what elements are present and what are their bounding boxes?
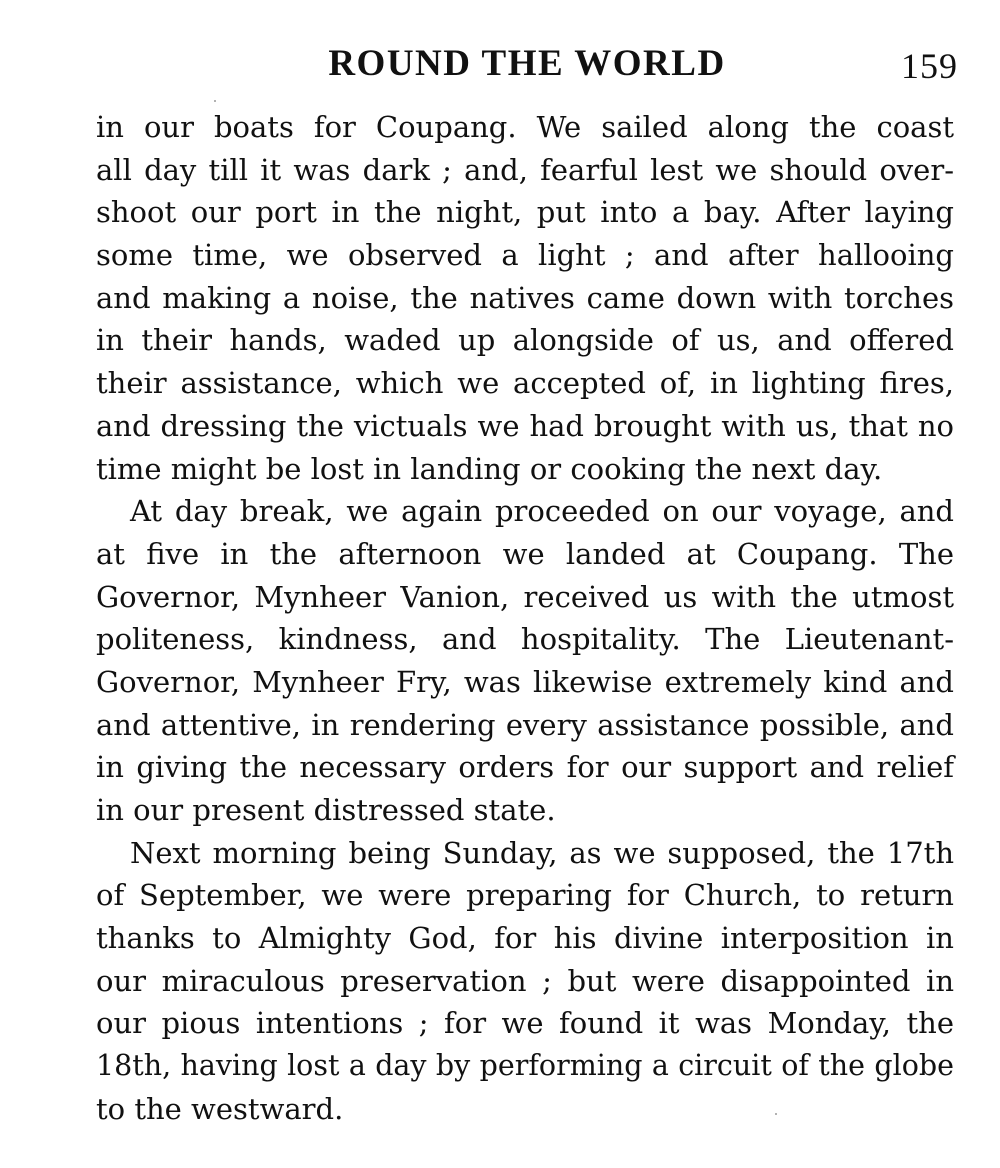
text-line: our pious intentions ; for we found it was Monday, the xyxy=(96,1006,954,1041)
text-line: Governor, Mynheer Vanion, received us with the utmost xyxy=(96,579,954,614)
text-line: thanks to Almighty God, for his divine interposition in xyxy=(96,921,954,956)
text-line: our miraculous preservation ; but were disappointed in xyxy=(96,963,954,998)
text-line: At day break, we again proceeded on our voyage, and xyxy=(130,494,954,529)
text-line: in giving the necessary orders for our support and relief xyxy=(96,750,954,785)
text-line: all day till it was dark ; and, fearful lest we should over- xyxy=(96,152,954,187)
text-line: their assistance, which we accepted of, in lighting fires, xyxy=(96,366,954,401)
text-line: in their hands, waded up alongside of us, and offered xyxy=(96,323,954,358)
scan-speck xyxy=(214,100,216,102)
text-line: and attentive, in rendering every assistance possible, and xyxy=(96,707,954,742)
text-line: Governor, Mynheer Fry, was likewise extremely kind and xyxy=(96,664,954,699)
text-line: shoot our port in the night, put into a bay. After laying xyxy=(96,195,954,230)
paragraph-1 xyxy=(96,106,954,490)
text-line: in our boats for Coupang. We sailed along the coast xyxy=(96,110,954,144)
text-line: time might be lost in landing or cooking the next day. xyxy=(96,451,883,486)
text-line: at five in the afternoon we landed at Coupang. The xyxy=(96,536,954,571)
text-line: to the westward. xyxy=(96,1091,344,1126)
text-line: 18th, having lost a day by performing a circuit of the globe xyxy=(96,1049,954,1083)
text-line: and dressing the victuals we had brought with us, that no xyxy=(96,408,954,443)
text-line: of September, we were preparing for Church, to return xyxy=(96,878,954,913)
body-text xyxy=(96,106,954,1131)
text-line: politeness, kindness, and hospitality. The Lieutenant- xyxy=(96,622,954,657)
running-title: ROUND THE WORLD xyxy=(328,43,726,84)
text-line: in our present distressed state. xyxy=(96,793,556,827)
page-number: 159 xyxy=(901,46,958,86)
text-line: some time, we observed a light ; and after hallooing xyxy=(96,238,954,273)
paragraph-2 xyxy=(96,490,954,832)
scan-speck xyxy=(775,1113,777,1115)
text-line: and making a noise, the natives came down with torches xyxy=(96,280,954,315)
text-line: Next morning being Sunday, as we supposed, the 17th xyxy=(130,835,954,870)
running-header xyxy=(96,40,958,90)
paragraph-3 xyxy=(96,832,954,1131)
